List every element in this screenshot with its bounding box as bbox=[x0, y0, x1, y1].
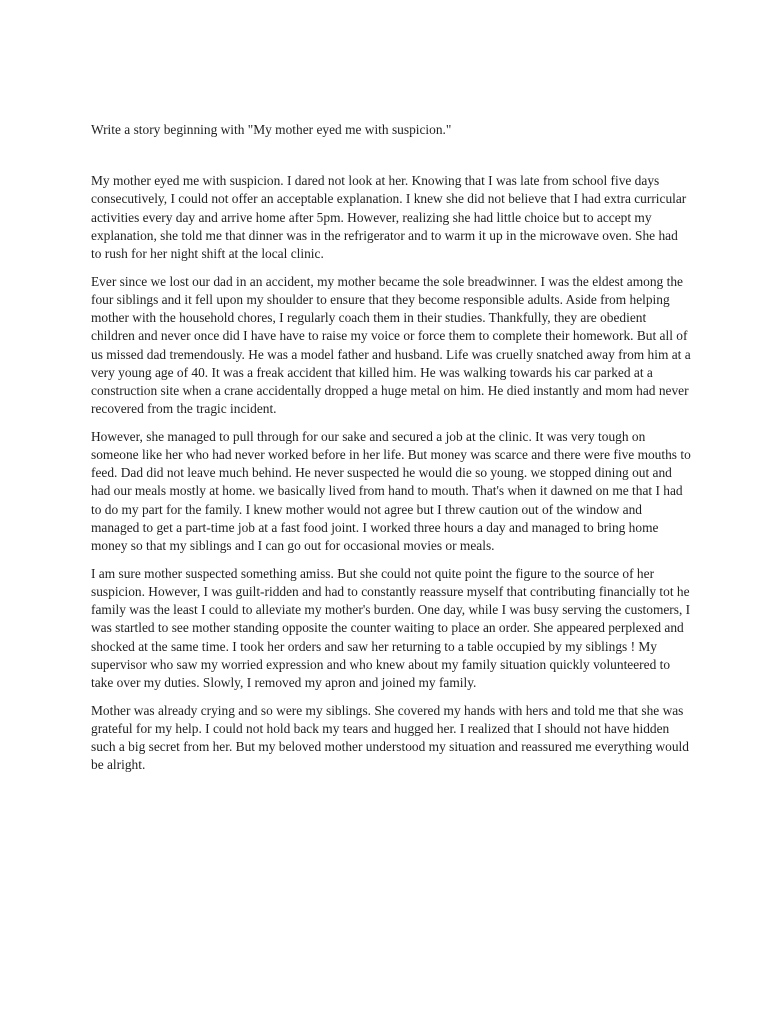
paragraph-4: I am sure mother suspected something amiss. But she could not quite point the figure to the source of her suspicion. However, I was guilt-ridden and had to constantly reassure myself that contributing financially tot he family was the least I could to alleviate my mother's burden. One day, while I was busy serving the customers, I was startled to see mother standing opposite the counter waiting to place an order. She appeared perplexed and shocked at the same time. I took her orders and saw her returning to a table occupied by my siblings ! My supervisor who saw my worried expression and who knew about my family situation quickly volunteered to take over my duties. Slowly, I removed my apron and joined my family. bbox=[91, 565, 691, 690]
paragraph-2: Ever since we lost our dad in an accident, my mother became the sole breadwinner. I was the eldest among the four siblings and it fell upon my shoulder to ensure that they become responsible adults. Aside from helping mother with the household chores, I regularly coach them in their studies. Thankfully, they are obedient children and never once did I have have to raise my voice or force them to complete their homework. But all of us missed dad tremendously. He was a model father and husband. Life was cruelly snatched away from him at a very young age of 40. It was a freak accident that killed him. He was walking towards his car parked at a construction site when a crane accidentally dropped a huge metal on him. He died instantly and mom had never recovered from the tragic incident. bbox=[91, 273, 691, 417]
essay-prompt: Write a story beginning with "My mother eyed me with suspicion." bbox=[91, 122, 452, 137]
paragraph-3: However, she managed to pull through for our sake and secured a job at the clinic. It was very tough on someone like her who had never worked before in her life. But money was scarce and there were five mouths to feed. Dad did not leave much behind. He never suspected he would die so young. we stopped dining out and had our meals mostly at home. we basically lived from hand to mouth. That's when it dawned on me that I had to do my part for the family. I knew mother would not agree but I threw caution out of the window and managed to get a part-time job at a fast food joint. I worked three hours a day and managed to bring home money so that my siblings and I can go out for occasional movies or meals. bbox=[91, 428, 691, 554]
paragraph-1: My mother eyed me with suspicion. I dared not look at her. Knowing that I was late from school five days consecutively, I could not offer an acceptable explanation. I knew she did not believe that I had extra curricular activities every day and arrive home after 5pm. However, realizing she had little choice but to accept my explanation, she told me that dinner was in the refrigerator and to warm it up in the microwave oven. She had to rush for her night shift at the local clinic. bbox=[91, 173, 687, 262]
paragraph-5: Mother was already crying and so were my siblings. She covered my hands with hers and told me that she was grateful for my help. I could not hold back my tears and hugged her. I realized that I should not have hidden such a big secret from her. But my beloved mother understood my situation and reassured me everything would be alright. bbox=[91, 702, 689, 773]
document-body bbox=[91, 121, 691, 784]
